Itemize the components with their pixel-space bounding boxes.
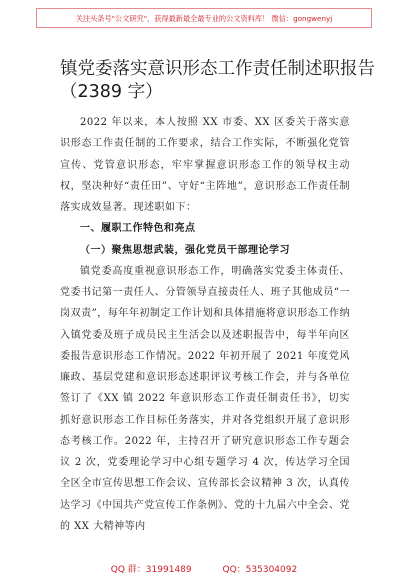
- qq-group: QQ 群：31991489: [110, 565, 192, 575]
- contact-footer: [0, 562, 408, 575]
- promo-banner: 关注头条号"公文研究"，获得最新最全最专业的公文资料库！ 微信：gongwenyj: [36, 8, 372, 28]
- document-title: [60, 58, 375, 104]
- qq-number: QQ：535304092: [222, 565, 298, 575]
- intro-paragraph: 2022 年以来，本人按照 XX 市委、XX 区委关于落实意识形态工作责任制的工作要求，结合工作实际，不断强化党管宣传、党管意识形态，牢牢掌握意识形态工作的领导权主动权，坚决种好“责任田”、守好“主阵地”，意识形态工作责任制落实成效显著。现述职如下：: [60, 117, 350, 213]
- subsection-heading: （一）聚焦思想武装，强化党员干部理论学习: [80, 244, 290, 256]
- title-line-1: 镇党委落实意识形态工作责任制述职报告: [60, 59, 375, 79]
- document-body: [60, 112, 350, 537]
- body-paragraph: 镇党委高度重视意识形态工作，明确落实党委主体责任、党委书记第一责任人、分管领导直接责任人、班子其他成员“一岗双责”，每年年初制定工作计划和具体措施将意识形态工作纳入镇党委及班子成员民主生活会以及述职报告中，每半年向区委报告意识形态工作情况。2022 年初开展了 2021 年度党风廉政、基层党建和意识形态述职评议考核工作会，并与各单位签订了《XX 镇 2022 年意识形态工作责任制责任书》，切实抓好意识形态工作目标任务落实，并对各党组织开展了意识形态考核工作。2022 年，主持召开了研究意识形态工作专题会议 2 次，党委理论学习中心组专题学习 4 次，传达学习全国全区全市宣传思想工作会议、宣传部长会议精神 3 次，认真传达学习《中国共产党宣传工作条例》、党的十九届六中全会、党的 XX 大精神等内: [60, 265, 350, 532]
- section-heading: 一、履职工作特色和亮点: [80, 223, 196, 235]
- title-line-2: （2389 字）: [60, 82, 163, 102]
